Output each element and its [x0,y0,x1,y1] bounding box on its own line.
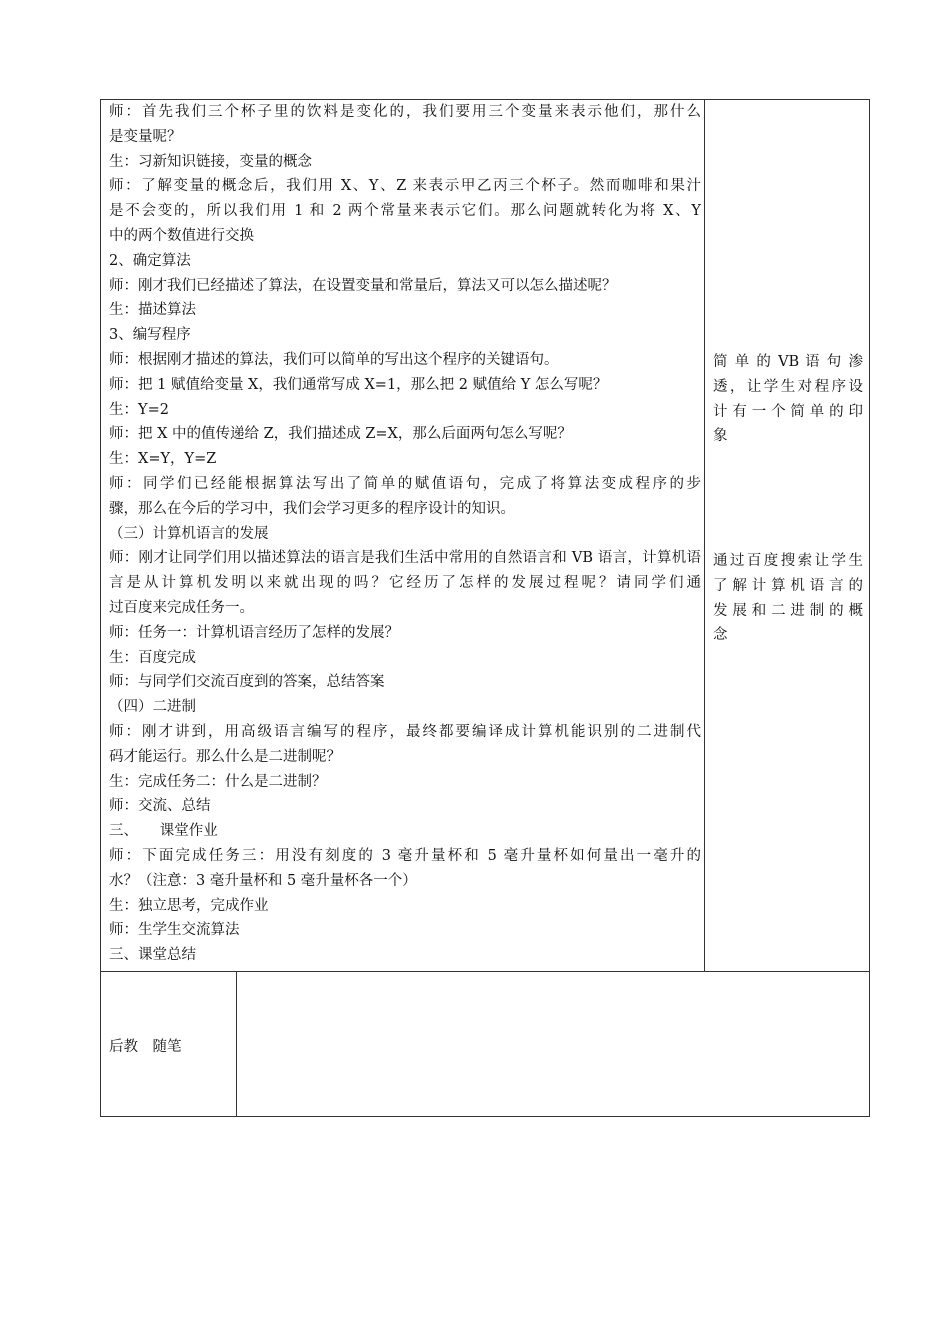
lesson-line: 水？（注意：3 毫升量杯和 5 毫升量杯各一个） [109,872,417,889]
lesson-line: （三）计算机语言的发展 [109,525,269,542]
note-line: 透，让学生对程序设 [713,378,863,395]
lesson-line: 生：百度完成 [109,649,196,666]
lesson-line: 码才能运行。那么什么是二进制呢？ [109,748,341,765]
lesson-line: 生：完成任务二：什么是二进制？ [109,773,327,790]
lesson-line: 生：习新知识链接，变量的概念 [109,153,312,170]
teaching-note-language [713,549,863,648]
lesson-line: 师：任务一：计算机语言经历了怎样的发展？ [109,624,399,641]
lesson-line: 生：描述算法 [109,302,196,319]
after-class-notes-label: 后教 随笔 [109,1039,182,1055]
lesson-line: 过百度来完成任务一。 [109,599,254,616]
lesson-line: 生：X=Y，Y=Z [109,451,217,468]
note-line: 计有一个简单的印 [713,403,863,420]
lesson-line: 师：根据刚才描述的算法，我们可以简单的写出这个程序的关键语句。 [109,351,559,368]
lesson-line: 师：下面完成任务三：用没有刻度的 3 毫升量杯和 5 毫升量杯如何量出一毫升的 [109,847,701,864]
note-line: 通过百度搜索让学生 [713,553,863,569]
lesson-line: 中的两个数值进行交换 [109,227,254,244]
lesson-line: 骤，那么在今后的学习中，我们会学习更多的程序设计的知识。 [109,500,515,517]
lesson-line: 2、确定算法 [109,252,191,269]
lesson-line: 师：了解变量的概念后，我们用 X、Y、Z 来表示甲乙丙三个杯子。然而咖啡和果汁 [109,178,701,195]
lesson-line: 师：交流、总结 [109,798,211,815]
lesson-line: 师：刚才我们已经描述了算法，在设置变量和常量后，算法又可以怎么描述呢？ [109,277,617,294]
lesson-line: 师：刚才讲到，用高级语言编写的程序，最终都要编译成计算机能识别的二进制代 [109,723,701,740]
lesson-line: 师：把 1 赋值给变量 X，我们通常写成 X=1，那么把 2 赋值给 Y 怎么写呢？ [109,376,608,393]
lesson-line: 师：同学们已经能根据算法写出了简单的赋值语句，完成了将算法变成程序的步 [109,475,701,492]
lesson-line: 师：与同学们交流百度到的答案，总结答案 [109,674,385,691]
column-divider [704,100,705,971]
lesson-line: 三、 课堂作业 [109,823,218,840]
lesson-line: 师：刚才让同学们用以描述算法的语言是我们生活中常用的自然语言和 VB 语言，计算机语 [109,550,701,567]
lesson-line: 生：独立思考，完成作业 [109,897,269,914]
note-line: 简 单 的 VB 语 句 渗 [713,354,863,370]
lesson-line: 三、课堂总结 [109,947,196,964]
lesson-line: （四）二进制 [109,699,196,716]
note-line: 念 [713,627,728,644]
row-divider [101,971,869,972]
lesson-content [109,100,701,968]
footer-divider [236,971,237,1117]
lesson-line: 生：Y=2 [109,401,169,418]
lesson-line: 言是从计算机发明以来就出现的吗？它经历了怎样的发展过程呢？请同学们通 [109,575,701,592]
lesson-line: 是不会变的，所以我们用 1 和 2 两个常量来表示它们。那么问题就转化为将 X、Y [109,203,701,220]
note-line: 象 [713,428,728,445]
teaching-note-vb [713,350,863,449]
note-line: 发展和二进制的概 [713,602,863,619]
note-line: 了解计算机语言的 [713,577,863,594]
lesson-line: 是变量呢？ [109,128,182,145]
lesson-line: 师：生学生交流算法 [109,922,240,939]
lesson-line: 师：把 X 中的值传递给 Z，我们描述成 Z=X，那么后面两句怎么写呢？ [109,426,572,443]
lesson-table [100,99,870,1117]
lesson-line: 师：首先我们三个杯子里的饮料是变化的，我们要用三个变量来表示他们，那什么 [109,104,701,120]
lesson-line: 3、编写程序 [109,327,191,344]
